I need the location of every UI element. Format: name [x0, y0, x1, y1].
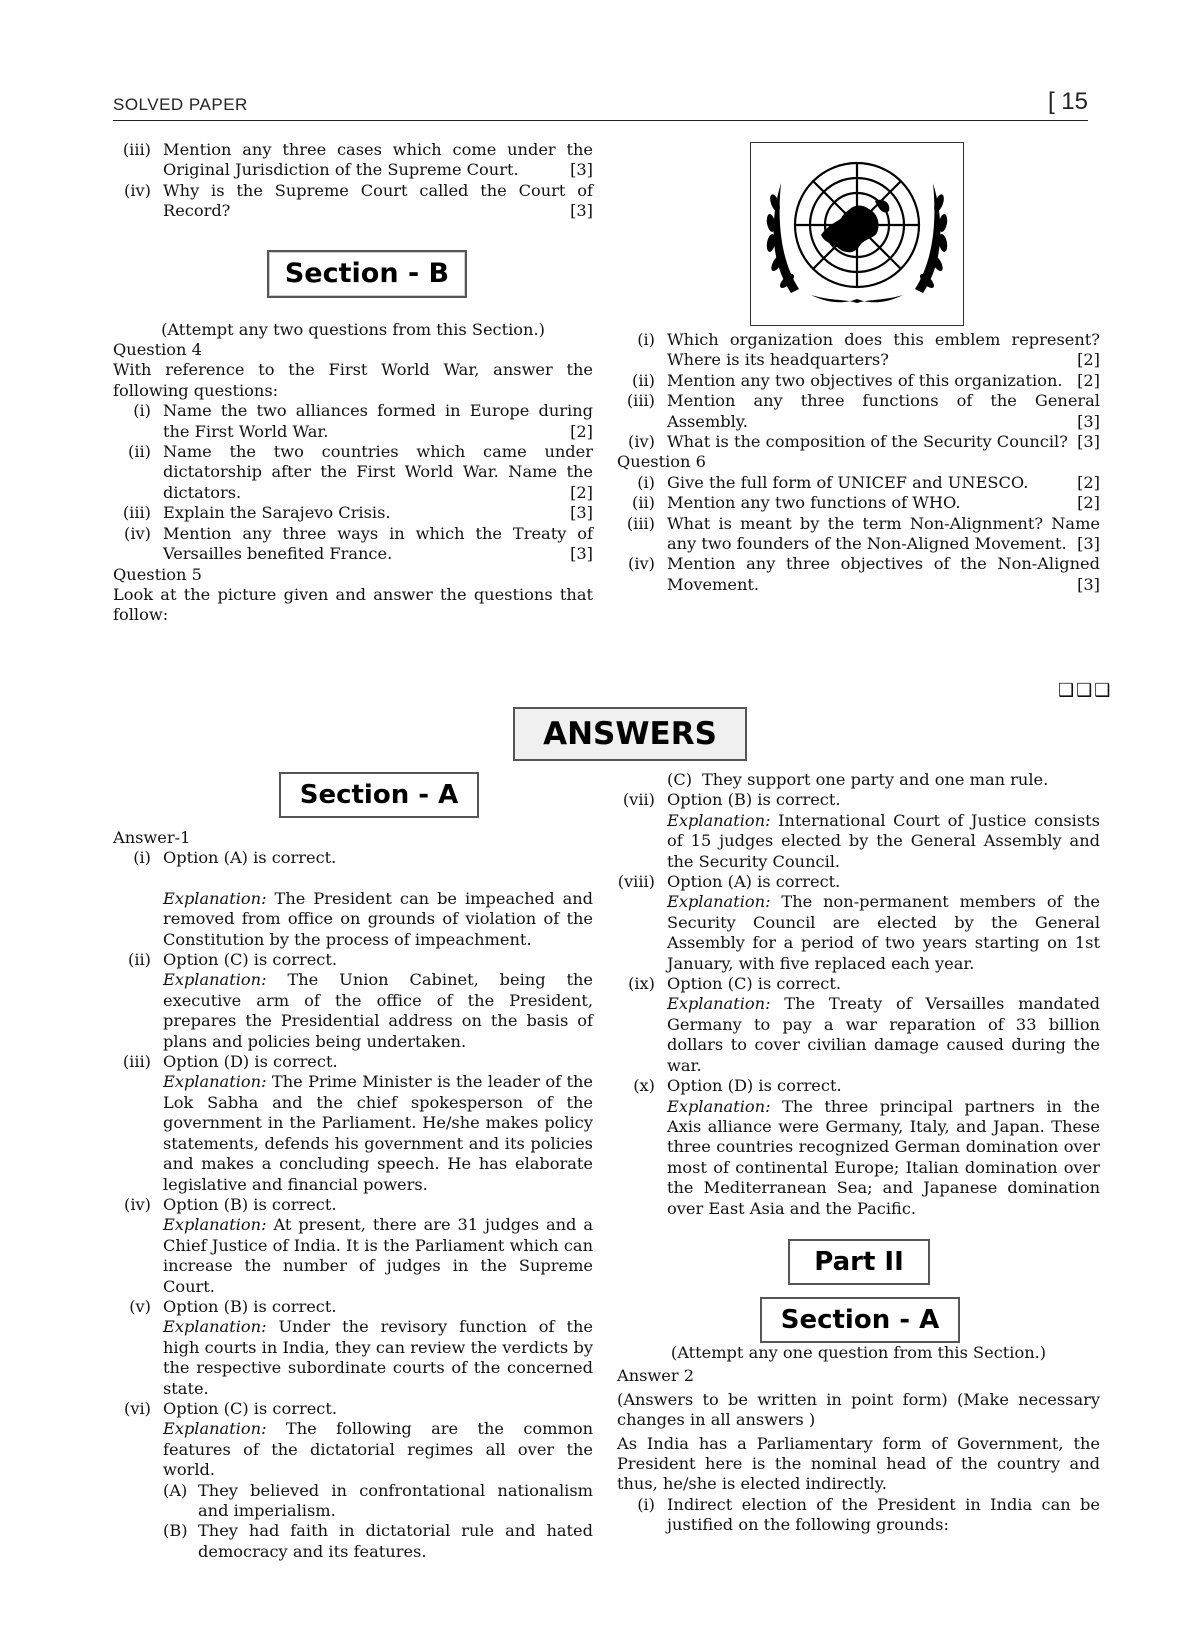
answer-option: Option (B) is correct. [163, 1296, 337, 1316]
top-right-column [617, 330, 1100, 595]
item-text: Mention any three cases which come under the Original Jurisdiction of the Supreme Court. [163, 140, 593, 180]
answer-explanation [163, 1215, 593, 1297]
item-number: (iii) [122, 1052, 151, 1072]
marks: [3] [570, 201, 593, 221]
explanation-label: Explanation: [667, 994, 771, 1014]
answers-right-column [617, 770, 1100, 1536]
explanation-text: The Treaty of Versailles mandated Germany to pay a war reparation of 33 billion dollars to cover civilian damage caused during the war. [667, 994, 1100, 1075]
sub-point-letter: (C) [667, 770, 693, 789]
item-number: (iv) [124, 180, 151, 200]
answer-item [113, 848, 593, 950]
answer-option: Option (C) is correct. [163, 1398, 338, 1418]
section-b-heading: Section - B [267, 250, 467, 298]
answer-item [113, 1399, 593, 1481]
answer-item [113, 1052, 593, 1195]
marks: [3] [570, 503, 593, 523]
item-number: (x) [633, 1076, 655, 1096]
answer-explanation [667, 1097, 1100, 1219]
item-text: Mention any two objectives of this organization. [667, 370, 1063, 390]
answers-left-column [113, 828, 593, 1562]
question-item [113, 524, 593, 565]
item-number: (iv) [124, 1194, 151, 1214]
answer-item [617, 1076, 1100, 1219]
answer-item [113, 1297, 593, 1399]
explanation-text: International Court of Justice consists of 15 judges elected by the General Assembly and the Security Council. [667, 810, 1100, 871]
explanation-text: Under the revisory function of the high courts in India, they can review the verdicts by the respective subordinate courts of the concerned state. [163, 1317, 593, 1398]
explanation-text: The following are the common features of the dictatorial regimes all over the world. [163, 1419, 593, 1480]
item-number: (iii) [626, 513, 655, 533]
answer-explanation [163, 889, 593, 950]
sub-point [617, 770, 1100, 790]
sub-point-text: They believed in confrontational nationalism and imperialism. [198, 1480, 593, 1520]
marks: [3] [1077, 534, 1100, 554]
answer-note: (Answers to be written in point form) (Make necessary changes in all answers ) [617, 1389, 1100, 1430]
question-item [113, 401, 593, 442]
question-item [617, 330, 1100, 371]
marks: [3] [1077, 574, 1100, 594]
item-number: (i) [637, 330, 655, 349]
sub-point [113, 1481, 593, 1522]
answer-item [617, 1495, 1100, 1536]
item-text: Mention any three ways in which the Treaty of Versailles benefited France. [163, 523, 593, 564]
answer-explanation [667, 892, 1100, 974]
question-item [617, 371, 1100, 391]
question-item [113, 442, 593, 503]
marks: [2] [1077, 350, 1100, 370]
item-number: (ii) [632, 493, 655, 513]
item-number: (i) [637, 472, 655, 492]
top-left-column [113, 140, 593, 626]
item-number: (iii) [122, 503, 151, 523]
explanation-label: Explanation: [163, 1215, 267, 1235]
question-item [617, 432, 1100, 452]
item-text: Mention any three functions of the General Assembly. [667, 391, 1100, 431]
marks: [2] [1077, 472, 1100, 492]
item-number: (v) [129, 1296, 151, 1316]
explanation-text: At present, there are 31 judges and a Chief Justice of India. It is the Parliament which can increase the number of judges in the Supreme Court. [163, 1215, 593, 1296]
item-number: (ii) [128, 442, 151, 462]
answer-option: Option (D) is correct. [667, 1076, 842, 1096]
marks: [2] [1077, 493, 1100, 513]
explanation-label: Explanation: [163, 1072, 267, 1092]
question-item [617, 554, 1100, 595]
question-item [617, 493, 1100, 513]
question-item [113, 140, 593, 181]
sub-point-letter: (A) [163, 1480, 188, 1500]
item-number: (iii) [122, 140, 151, 159]
sub-point-text: They support one party and one man rule. [702, 770, 1049, 789]
item-text: Why is the Supreme Court called the Court of Record? [163, 180, 593, 221]
item-number: (vii) [622, 790, 655, 810]
sub-point-letter: (B) [163, 1521, 188, 1541]
answer-explanation [163, 1072, 593, 1194]
un-emblem-icon [751, 143, 963, 325]
end-of-paper-marks: ❑❑❑ [1058, 680, 1113, 701]
explanation-label: Explanation: [667, 810, 771, 830]
answer-item [113, 950, 593, 1052]
section-a-heading: Section - A [279, 772, 479, 818]
explanation-text: The Union Cabinet, being the executive arm of the office of the President, prepares the Presidential address on the basis of plans and policies being undertaken. [163, 970, 593, 1051]
question-item [113, 181, 593, 222]
item-text: Mention any two functions of WHO. [667, 493, 961, 513]
answer-explanation [667, 994, 1100, 1076]
answer-label: Answer-1 [113, 828, 191, 847]
item-number: (ii) [632, 370, 655, 390]
question-item [617, 514, 1100, 555]
item-text: Name the two alliances formed in Europe during the First World War. [163, 401, 593, 441]
running-header-title: SOLVED PAPER [113, 95, 248, 114]
section-a-heading-part-ii: Section - A [760, 1297, 960, 1343]
section-instruction: (Attempt any one question from this Section.) [670, 1342, 1047, 1362]
marks: [2] [570, 421, 593, 441]
item-text: Which organization does this emblem represent? Where is its headquarters? [667, 330, 1100, 370]
item-text: Give the full form of UNICEF and UNESCO. [667, 472, 1029, 492]
item-text: Name the two countries which came under dictatorship after the First World War. Name the dictators. [163, 442, 593, 502]
question-intro: With reference to the First World War, answer the following questions: [113, 360, 593, 400]
answer-item [617, 872, 1100, 974]
explanation-label: Explanation: [667, 892, 771, 912]
un-emblem-figure [750, 142, 964, 326]
marks: [3] [1077, 432, 1100, 452]
answer-option: Option (A) is correct. [163, 848, 337, 868]
explanation-label: Explanation: [163, 970, 267, 990]
header-rule [113, 120, 1088, 121]
explanation-label: Explanation: [163, 888, 267, 908]
answer-option: Option (C) is correct. [667, 974, 842, 994]
explanation-text: The Prime Minister is the leader of the Lok Sabha and the chief spokesperson of the government in the Parliament. He/she makes policy statements, defends his government and its policies and makes a concluding speech. He has elaborate legislative and financial powers. [163, 1072, 593, 1194]
item-number: (i) [133, 401, 151, 421]
answer-item [617, 790, 1100, 872]
answer-label: Answer 2 [617, 1366, 695, 1386]
answer-explanation [163, 970, 593, 1052]
item-number: (i) [133, 848, 151, 868]
answer-explanation [667, 811, 1100, 872]
marks: [2] [1077, 370, 1100, 390]
item-number: (i) [637, 1494, 655, 1514]
item-number: (viii) [617, 872, 655, 892]
item-number: (iv) [628, 554, 655, 574]
answer-option: Option (B) is correct. [163, 1194, 337, 1214]
answer-option: Option (B) is correct. [667, 790, 841, 810]
marks: [3] [570, 160, 593, 180]
item-text: Indirect election of the President in India can be justified on the following grounds: [667, 1494, 1100, 1535]
item-text: Mention any three objectives of the Non-Aligned Movement. [667, 554, 1100, 594]
answers-heading: ANSWERS [513, 707, 747, 761]
question-label: Question 6 [617, 452, 706, 472]
item-text: Explain the Sarajevo Crisis. [163, 503, 391, 523]
question-item [617, 391, 1100, 432]
marks: [3] [570, 544, 593, 564]
explanation-text: The three principal partners in the Axis alliance were Germany, Italy, and Japan. These three countries recognized German domination over most of continental Europe; Italian domination over the Mediterranean Sea; and Japanese domination over East Asia and the Pacific. [667, 1096, 1100, 1218]
answer-item [617, 974, 1100, 1076]
item-number: (iii) [626, 391, 655, 411]
page-number: [ 15 [1047, 88, 1088, 115]
answer-option: Option (C) is correct. [163, 950, 338, 970]
explanation-label: Explanation: [163, 1317, 267, 1337]
sub-point [113, 1521, 593, 1562]
explanation-label: Explanation: [667, 1096, 771, 1116]
item-text: What is the composition of the Security Council? [667, 432, 1068, 452]
item-number: (ix) [628, 974, 655, 994]
section-instruction: (Attempt any two questions from this Section.) [161, 319, 545, 339]
part-ii-heading: Part II [788, 1239, 930, 1285]
marks: [3] [1077, 411, 1100, 431]
item-number: (iv) [124, 523, 151, 543]
question-label: Question 4 [113, 340, 202, 360]
item-number: (ii) [128, 950, 151, 970]
answer-explanation [163, 1419, 593, 1480]
answer-option: Option (D) is correct. [163, 1052, 338, 1072]
sub-point-text: They had faith in dictatorial rule and hated democracy and its features. [198, 1521, 593, 1561]
question-item [113, 503, 593, 523]
item-text: What is meant by the term Non-Alignment? Name any two founders of the Non-Aligned Movement. [667, 513, 1100, 554]
answer-paragraph: As India has a Parliamentary form of Government, the President here is the nominal head of the country and thus, he/she is elected indirectly. [617, 1433, 1100, 1494]
answer-option: Option (A) is correct. [667, 872, 841, 892]
question-item [617, 473, 1100, 493]
explanation-text: The President can be impeached and removed from office on grounds of violation of the Constitution by the process of impeachment. [163, 888, 594, 949]
item-number: (iv) [628, 432, 655, 452]
explanation-label: Explanation: [163, 1419, 267, 1439]
item-number: (vi) [124, 1398, 151, 1418]
answer-explanation [163, 1317, 593, 1399]
explanation-text: The non-permanent members of the Security Council are elected by the General Assembly for a period of two years starting on 1st January, with five replaced each year. [667, 892, 1100, 973]
marks: [2] [570, 482, 593, 502]
answer-item [113, 1195, 593, 1297]
question-intro: Look at the picture given and answer the questions that follow: [113, 584, 593, 625]
question-label: Question 5 [113, 564, 202, 584]
